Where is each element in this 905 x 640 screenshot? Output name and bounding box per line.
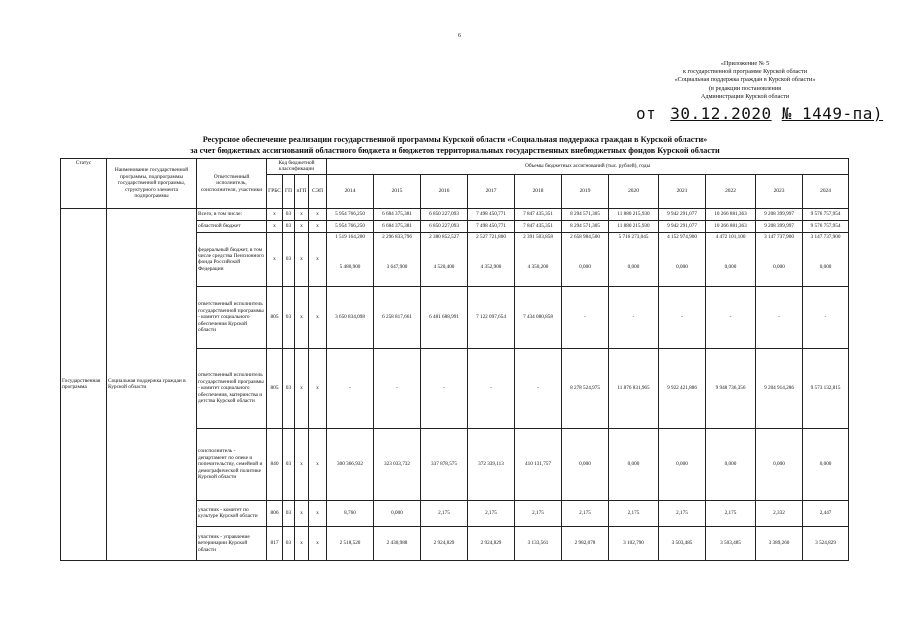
- value-cell: 9 948 736,356: [706, 348, 756, 428]
- value-cell: 7 122 097,654: [468, 286, 515, 348]
- value-cell: 372 339,113: [468, 428, 515, 500]
- federal-value: 2 391 503,858: [523, 233, 553, 240]
- value-cell: 8 294 571,305: [562, 208, 609, 220]
- value-cell: [468, 232, 515, 286]
- value-cell: 6 684 375,381: [374, 220, 421, 232]
- resource-table: [60, 158, 849, 561]
- grbs-cell: 805: [267, 286, 283, 348]
- value-cell: -: [515, 348, 562, 428]
- pension-value: 0,000: [579, 264, 591, 271]
- appendix-line: к государственной программе Курской области: [682, 68, 808, 76]
- federal-value: 5 716 273,045: [618, 233, 649, 240]
- grbs-cell: 817: [267, 526, 283, 560]
- program-name-cell: Социальная поддержка граждан в Курской области: [107, 208, 197, 560]
- executor-cell: ответственный исполнитель государственной программы - комитет социального обеспечения, материнства и детства Курской области: [197, 348, 267, 428]
- value-cell: -: [421, 348, 468, 428]
- value-cell: 410 131,757: [515, 428, 562, 500]
- value-cell: 2,175: [706, 500, 756, 526]
- value-cell: 2,175: [562, 500, 609, 526]
- value-cell: 9 208 399,997: [756, 220, 803, 232]
- pgp-cell: х: [295, 500, 309, 526]
- sep-cell: х: [309, 220, 327, 232]
- value-cell: 7 847 435,351: [515, 220, 562, 232]
- executor-cell: соисполнитель - департамент по опеке и попечительству, семейной и демографической политике Курской области: [197, 428, 267, 500]
- status-cell: Государственная программа: [61, 208, 107, 560]
- value-cell: 0,000: [706, 428, 756, 500]
- value-cell: 2 430,988: [374, 526, 421, 560]
- federal-value: 4 472 101,100: [715, 233, 746, 240]
- value-cell: 11 880 215,930: [609, 208, 659, 220]
- pgp-cell: х: [295, 220, 309, 232]
- value-cell: 0,000: [374, 500, 421, 526]
- document-title: [60, 134, 850, 156]
- gp-cell: 03: [283, 500, 295, 526]
- value-cell: [421, 232, 468, 286]
- value-cell: -: [803, 286, 849, 348]
- value-cell: 6 258 817,661: [374, 286, 421, 348]
- value-cell: [327, 232, 374, 286]
- header-year: 2024: [803, 174, 849, 208]
- header-year: 2016: [421, 174, 468, 208]
- pension-value: 0,000: [676, 264, 688, 271]
- executor-cell: федеральный бюджет, в том числе средства Пенсионного фонда Российской Федерации: [197, 232, 267, 286]
- value-cell: 0,000: [562, 428, 609, 500]
- gp-cell: 03: [283, 526, 295, 560]
- stamp-date: 30.12.2020: [670, 104, 772, 123]
- gp-cell: 03: [283, 220, 295, 232]
- value-cell: 6 850 227,093: [421, 208, 468, 220]
- pension-value: 4 520,400: [433, 264, 455, 271]
- executor-cell: Всего, в том числе:: [197, 208, 267, 220]
- appendix-header: [620, 60, 870, 101]
- table-row: [61, 208, 849, 220]
- grbs-cell: х: [267, 220, 283, 232]
- grbs-cell: 840: [267, 428, 283, 500]
- appendix-line: «Приложение № 5: [720, 60, 770, 67]
- grbs-cell: х: [267, 232, 283, 286]
- value-cell: 7 498 450,771: [468, 208, 515, 220]
- sep-cell: х: [309, 500, 327, 526]
- value-cell: 0,000: [803, 428, 849, 500]
- pension-value: 0,000: [627, 264, 640, 271]
- sep-cell: х: [309, 526, 327, 560]
- value-cell: 9 576 757,954: [803, 208, 849, 220]
- header-pgp: пГП: [295, 174, 309, 208]
- value-cell: 5 954 766,250: [327, 208, 374, 220]
- value-cell: -: [706, 286, 756, 348]
- value-cell: 11 876 831,965: [609, 348, 659, 428]
- gp-cell: 03: [283, 286, 295, 348]
- federal-value: 1 519 164,200: [335, 233, 365, 240]
- pgp-cell: х: [295, 526, 309, 560]
- page-number: 6: [458, 33, 461, 39]
- header-name: Наименование государственной программы, подпрограммы государственной программы, структурного элемента подпрограммы: [107, 159, 197, 209]
- value-cell: 9 208 399,997: [756, 208, 803, 220]
- value-cell: 6 481 688,991: [421, 286, 468, 348]
- value-cell: 2,175: [468, 500, 515, 526]
- value-cell: -: [562, 286, 609, 348]
- header-year: 2017: [468, 174, 515, 208]
- federal-value: 4 152 974,900: [667, 233, 697, 240]
- pgp-cell: х: [295, 286, 309, 348]
- executor-cell: участник - управление ветеринарии Курской области: [197, 526, 267, 560]
- value-cell: [756, 232, 803, 286]
- gp-cell: 03: [283, 348, 295, 428]
- header-year: 2014: [327, 174, 374, 208]
- value-cell: 8,760: [327, 500, 374, 526]
- value-cell: 10 266 881,363: [706, 220, 756, 232]
- pension-value: 4 350,200: [527, 264, 549, 271]
- sep-cell: х: [309, 286, 327, 348]
- value-cell: 300 366,932: [327, 428, 374, 500]
- value-cell: 10 266 881,363: [706, 208, 756, 220]
- value-cell: [374, 232, 421, 286]
- gp-cell: 03: [283, 208, 295, 220]
- value-cell: 2 982,078: [562, 526, 609, 560]
- value-cell: 11 880 215,930: [609, 220, 659, 232]
- value-cell: 5 954 766,250: [327, 220, 374, 232]
- value-cell: 3 102,790: [609, 526, 659, 560]
- gp-cell: 03: [283, 428, 295, 500]
- header-year: 2021: [659, 174, 706, 208]
- value-cell: -: [756, 286, 803, 348]
- federal-value: 3 147 737,900: [810, 233, 841, 240]
- pgp-cell: х: [295, 232, 309, 286]
- sep-cell: х: [309, 232, 327, 286]
- pgp-cell: х: [295, 348, 309, 428]
- stamp-prefix: от: [636, 104, 657, 123]
- value-cell: 2 518,520: [327, 526, 374, 560]
- resolution-stamp: [636, 104, 883, 123]
- value-cell: [515, 232, 562, 286]
- value-cell: 7 847 435,351: [515, 208, 562, 220]
- value-cell: 3 133,561: [515, 526, 562, 560]
- value-cell: 7 498 450,771: [468, 220, 515, 232]
- value-cell: -: [327, 348, 374, 428]
- executor-cell: областной бюджет: [197, 220, 267, 232]
- value-cell: 8 278 524,975: [562, 348, 609, 428]
- header-year: 2020: [609, 174, 659, 208]
- value-cell: 3 503,485: [706, 526, 756, 560]
- value-cell: 6 684 375,381: [374, 208, 421, 220]
- value-cell: [706, 232, 756, 286]
- value-cell: 0,000: [756, 428, 803, 500]
- value-cell: 2,175: [421, 500, 468, 526]
- header-volumes: Объемы бюджетных ассигнований (тыс. рублей), годы: [327, 159, 849, 175]
- sep-cell: х: [309, 348, 327, 428]
- value-cell: 2,175: [609, 500, 659, 526]
- value-cell: 0,000: [659, 428, 706, 500]
- value-cell: 2 924,829: [468, 526, 515, 560]
- appendix-line: Администрации Курской области: [700, 92, 790, 100]
- executor-cell: участник - комитет по культуре Курской области: [197, 500, 267, 526]
- grbs-cell: 805: [267, 348, 283, 428]
- header-executor: Ответственный исполнитель, соисполнители, участники: [197, 159, 267, 209]
- value-cell: [562, 232, 609, 286]
- value-cell: -: [374, 348, 421, 428]
- value-cell: -: [468, 348, 515, 428]
- sep-cell: х: [309, 428, 327, 500]
- pgp-cell: х: [295, 428, 309, 500]
- header-sep: СЭП: [309, 174, 327, 208]
- value-cell: 2,332: [756, 500, 803, 526]
- value-cell: 7 434 080,858: [515, 286, 562, 348]
- value-cell: 9 942 291,077: [659, 220, 706, 232]
- value-cell: 9 204 914,286: [756, 348, 803, 428]
- pension-value: 0,000: [819, 264, 832, 271]
- header-year: 2023: [756, 174, 803, 208]
- value-cell: 337 878,575: [421, 428, 468, 500]
- federal-value: 2 380 852,527: [429, 233, 459, 240]
- pension-value: 0,000: [773, 264, 785, 271]
- value-cell: 323 033,732: [374, 428, 421, 500]
- header-year: 2015: [374, 174, 421, 208]
- value-cell: 9 942 291,077: [659, 208, 706, 220]
- federal-value: 2 296 833,796: [382, 233, 412, 240]
- header-grbs: ГРБС: [267, 174, 283, 208]
- header-code: Код бюджетной классификации: [267, 159, 327, 175]
- value-cell: [803, 232, 849, 286]
- value-cell: 9 573 132,815: [803, 348, 849, 428]
- federal-value: 2 658 984,500: [570, 233, 600, 240]
- header-year: 2018: [515, 174, 562, 208]
- executor-cell: ответственный исполнитель государственной программы - комитет социального обеспечения Курской области: [197, 286, 267, 348]
- value-cell: 9 576 757,954: [803, 220, 849, 232]
- value-cell: 2,175: [659, 500, 706, 526]
- value-cell: 3 524,829: [803, 526, 849, 560]
- value-cell: 3 650 834,098: [327, 286, 374, 348]
- value-cell: -: [609, 286, 659, 348]
- value-cell: 3 503,485: [659, 526, 706, 560]
- header-gp: ГП: [283, 174, 295, 208]
- pension-value: 4 352,900: [480, 264, 502, 271]
- appendix-line: «Социальная поддержка граждан в Курской области»: [674, 76, 816, 84]
- grbs-cell: 806: [267, 500, 283, 526]
- federal-value: 3 147 737,900: [764, 233, 794, 240]
- value-cell: 9 922 421,886: [659, 348, 706, 428]
- value-cell: 6 850 227,093: [421, 220, 468, 232]
- title-line-2: за счет бюджетных ассигнований областного бюджета и бюджетов территориальных государственных внебюджетных фондов Курской области: [190, 146, 720, 155]
- value-cell: 2,175: [515, 500, 562, 526]
- value-cell: 2,447: [803, 500, 849, 526]
- value-cell: 8 294 571,305: [562, 220, 609, 232]
- value-cell: 2 924,829: [421, 526, 468, 560]
- value-cell: [609, 232, 659, 286]
- value-cell: 3 389,260: [756, 526, 803, 560]
- appendix-line: (в редакции постановления: [708, 84, 782, 92]
- sep-cell: х: [309, 208, 327, 220]
- federal-value: 2 527 721,800: [476, 233, 506, 240]
- header-status: Статус: [61, 159, 107, 209]
- value-cell: -: [659, 286, 706, 348]
- header-year: 2022: [706, 174, 756, 208]
- pension-value: 0,000: [724, 264, 737, 271]
- pension-value: 5 480,900: [339, 264, 361, 271]
- header-year: 2019: [562, 174, 609, 208]
- stamp-number: № 1449-па): [781, 104, 884, 123]
- grbs-cell: х: [267, 208, 283, 220]
- title-line-1: Ресурсное обеспечение реализации государственной программы Курской области «Социальная поддержка граждан в Курской области»: [202, 135, 708, 144]
- pension-value: 3 647,900: [386, 264, 408, 271]
- value-cell: [659, 232, 706, 286]
- gp-cell: 03: [283, 232, 295, 286]
- value-cell: 0,000: [609, 428, 659, 500]
- pgp-cell: х: [295, 208, 309, 220]
